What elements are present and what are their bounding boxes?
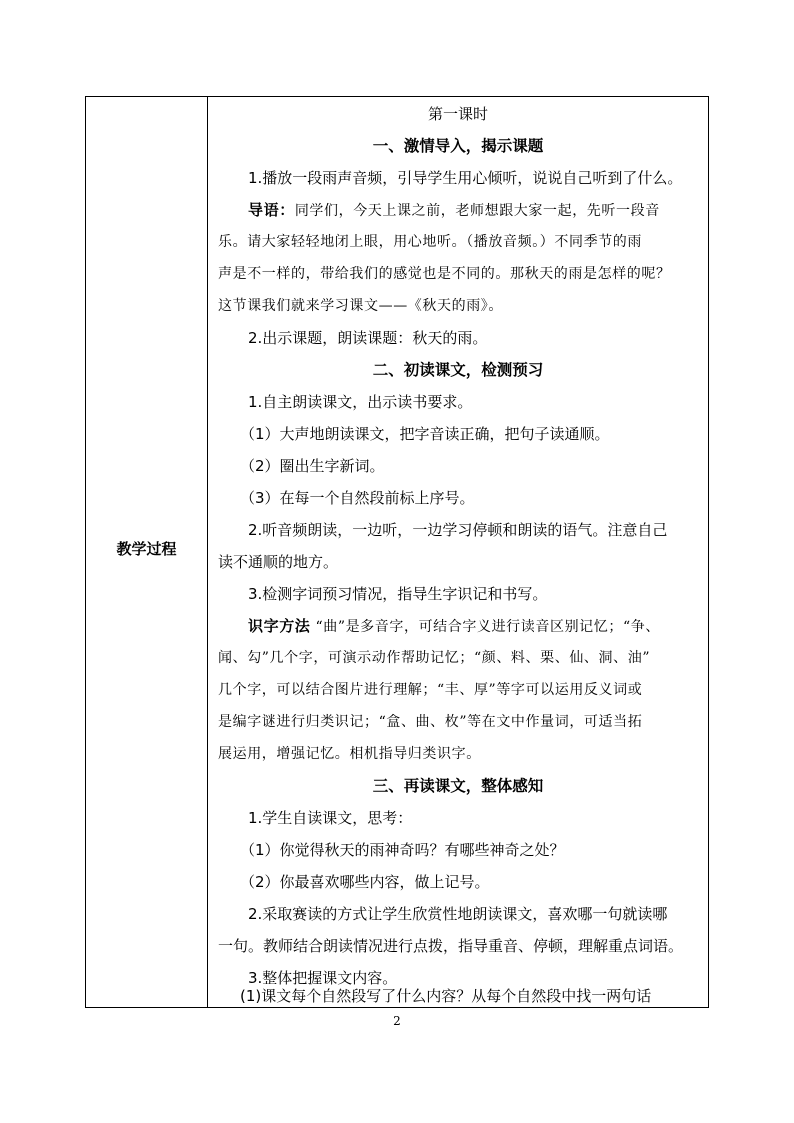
- row-label-teaching-process: 教学过程: [116, 540, 177, 558]
- lead-paragraph-line1: [218, 198, 698, 222]
- section3-heading: 三、再读课文，整体感知: [372, 777, 544, 795]
- section3-sub1: （1）你觉得秋天的雨神奇吗？有哪些神奇之处？: [240, 841, 565, 859]
- section2-item1: 1.自主朗读课文，出示读书要求。: [248, 393, 473, 411]
- lead-paragraph-line4: 这节课我们就来学习课文——《秋天的雨》。: [218, 298, 503, 314]
- section1-item2: 2.出示课题，朗读课题：秋天的雨。: [248, 329, 488, 347]
- section2-sub2: （2）圈出生字新词。: [240, 457, 385, 475]
- section3-sub3: (1)课文每个自然段写了什么内容？从每个自然段中找一两句话: [240, 987, 652, 1005]
- lesson-plan-table: [85, 96, 709, 1008]
- section2-item2-line1: 2.听音频朗读，一边听，一边学习停顿和朗读的语气。注意自己: [248, 521, 668, 539]
- method-line3: 几个字，可以结合图片进行理解；“丰、厚”等字可以运用反义词或: [218, 682, 643, 698]
- teaching-process-content: [208, 97, 708, 1007]
- page-number: 2: [393, 1014, 401, 1028]
- section1-item1: 1.播放一段雨声音频，引导学生用心倾听，说说自己听到了什么。: [248, 169, 683, 187]
- method-line4: 是编字谜进行归类识记；“盒、曲、枚”等在文中作量词，可适当拓: [218, 714, 643, 730]
- section1-heading: 一、激情导入，揭示课题: [372, 137, 544, 155]
- lead-paragraph-line2: 乐。请大家轻轻地闭上眼，用心地听。（播放音频。）不同季节的雨: [218, 234, 642, 250]
- section2-item2-line2: 读不通顺的地方。: [218, 553, 339, 571]
- method-line5: 展运用，增强记忆。相机指导归类识字。: [218, 746, 481, 762]
- section3-sub2: （2）你最喜欢哪些内容，做上记号。: [240, 873, 490, 891]
- section3-item3: 3.整体把握课文内容。: [248, 969, 398, 987]
- lead-text: 同学们，今天上课之前，老师想跟大家一起，先听一段音: [294, 203, 660, 219]
- method-line2: 闻、勾”几个字，可演示动作帮助记忆；“颜、料、栗、仙、洞、油”: [218, 650, 651, 666]
- section2-sub3: （3）在每一个自然段前标上序号。: [240, 489, 475, 507]
- section2-sub1: （1）大声地朗读课文，把字音读正确，把句子读通顺。: [240, 425, 610, 443]
- lead-label: 导语：: [248, 201, 295, 219]
- section3-item2-line1: 2.采取赛读的方式让学生欣赏性地朗读课文，喜欢哪一句就读哪: [248, 905, 668, 923]
- lesson-title: 第一课时: [427, 105, 488, 123]
- section3-item2-line2: 一句。教师结合朗读情况进行点拨，指导重音、停顿，理解重点词语。: [218, 937, 684, 955]
- method-line1: [218, 614, 698, 638]
- section2-heading: 二、初读课文，检测预习: [372, 361, 544, 379]
- lead-paragraph-line3: 声是不一样的，带给我们的感觉也是不同的。那秋天的雨是怎样的呢？: [218, 266, 671, 282]
- section3-item1: 1.学生自读课文，思考：: [248, 809, 413, 827]
- method-label: 识字方法: [248, 617, 311, 635]
- section2-item3: 3.检测字词预习情况，指导生字识记和书写。: [248, 585, 548, 603]
- method-text: “曲”是多音字，可结合字义进行读音区别记忆；“争、: [315, 619, 660, 635]
